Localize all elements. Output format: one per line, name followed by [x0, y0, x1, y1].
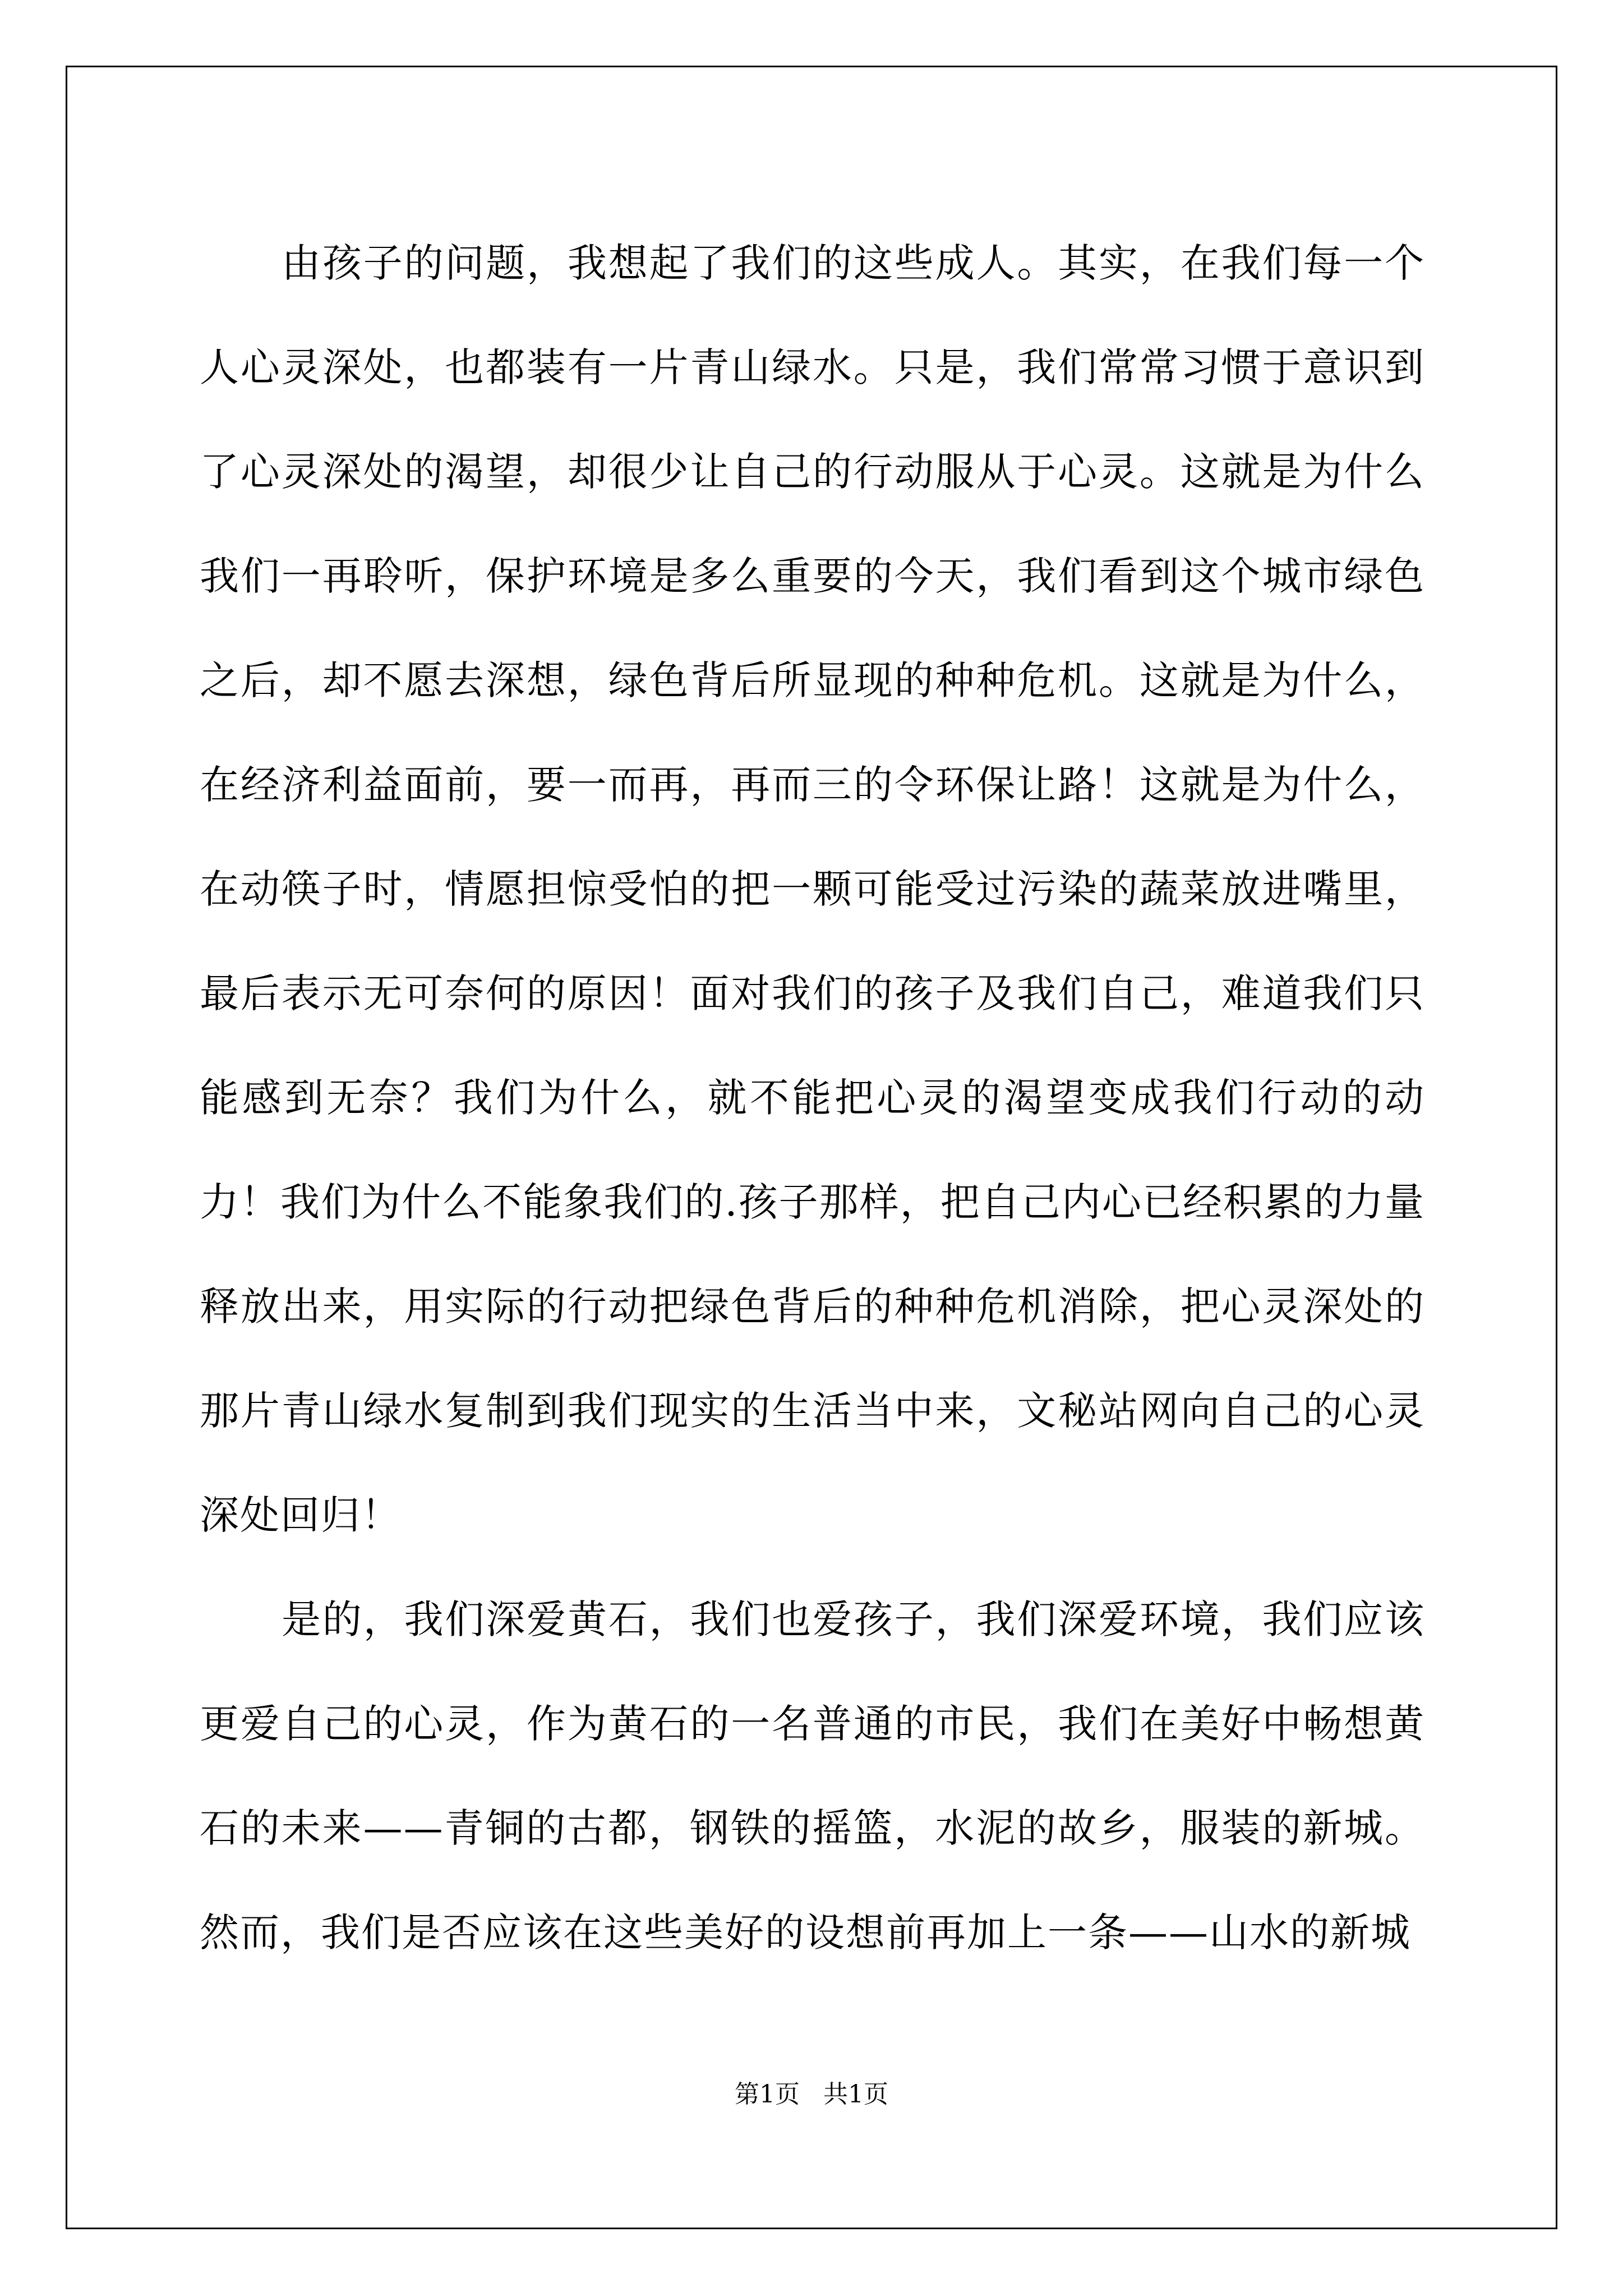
- page-footer: 第1页 共1页: [735, 2080, 888, 2109]
- paragraph-2: 是的，我们深爱黄石，我们也爱孩子，我们深爱环境，我们应该更爱自己的心灵，作为黄石的一名普通的市民，我们在美好中畅想黄石的未来——青铜的古都，钢铁的摇篮，水泥的故乡，服装的新城。然而，我们是否应该在这些美好的设想前再加上一条——山水的新城: [200, 1596, 1425, 1955]
- paragraph-1: 由孩子的问题，我想起了我们的这些成人。其实，在我们每一个人心灵深处，也都装有一片青山绿水。只是，我们常常习惯于意识到了心灵深处的渴望，却很少让自己的行动服从于心灵。这就是为什么我们一再聆听，保护环境是多么重要的今天，我们看到这个城市绿色之后，却不愿去深想，绿色背后所显现的种种危机。这就是为什么，在经济利益面前，要一而再，再而三的令环保让路！这就是为什么，在动筷子时，情愿担惊受怕的把一颗可能受过污染的蔬菜放进嘴里，最后表示无可奈何的原因！面对我们的孩子及我们自己，难道我们只能感到无奈？我们为什么，就不能把心灵的渴望变成我们行动的动力！我们为什么不能象我们的.孩子那样，把自己内心已经积累的力量释放出来，用实际的行动把绿色背后的种种危机消除，把心灵深处的那片青山绿水复制到我们现实的生活当中来，文秘站网向自己的心灵深处回归！: [200, 240, 1425, 1538]
- document-body: [200, 211, 1425, 1985]
